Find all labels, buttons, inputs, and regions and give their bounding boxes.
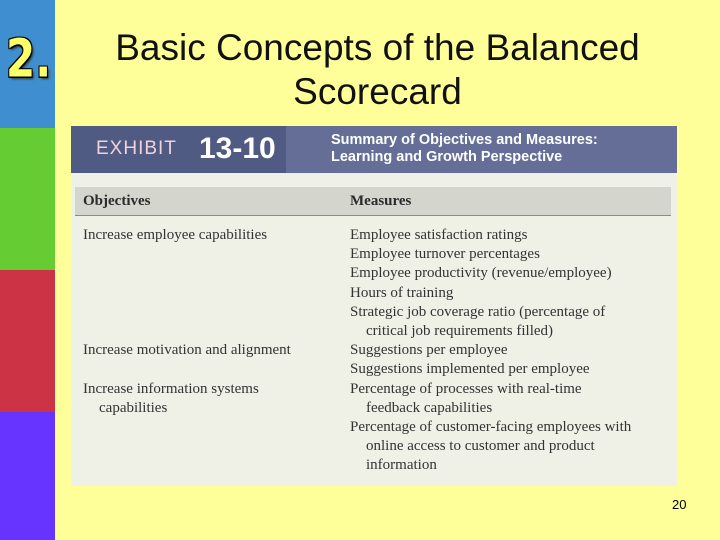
exhibit-subtitle-line-2: Learning and Growth Perspective	[331, 149, 563, 165]
measure-cell: Percentage of processes with real-time	[350, 380, 582, 397]
slide-title-line-2: Scorecard	[293, 71, 462, 112]
column-header-objectives: Objectives	[83, 193, 151, 209]
slide-title-line-1: Basic Concepts of the Balanced	[115, 27, 640, 68]
measure-cell-continuation: feedback capabilities	[366, 399, 493, 416]
measure-cell: Hours of training	[350, 284, 454, 301]
objective-cell: Increase information systems	[83, 380, 259, 397]
measure-cell: Suggestions implemented per employee	[350, 361, 590, 378]
page-number: 20	[672, 497, 687, 512]
stripe-green	[0, 128, 55, 270]
measures-column	[350, 226, 670, 476]
objective-cell: Increase motivation and alignment	[83, 342, 291, 359]
measure-cell: Percentage of customer-facing employees with	[350, 419, 632, 436]
exhibit-banner	[71, 126, 677, 173]
measure-cell-continuation: critical job requirements filled)	[366, 323, 554, 340]
measure-cell: Employee turnover percentages	[350, 246, 540, 263]
exhibit-number: 13-10	[199, 132, 276, 165]
measure-cell: Suggestions per employee	[350, 342, 508, 359]
column-header-measures: Measures	[350, 193, 412, 209]
exhibit-subtitle	[331, 132, 671, 166]
measure-cell: Employee satisfaction ratings	[350, 227, 528, 243]
measure-cell: Strategic job coverage ratio (percentage of	[350, 303, 606, 320]
exhibit-subtitle-line-1: Summary of Objectives and Measures:	[331, 132, 598, 148]
section-number: 2.	[6, 27, 52, 90]
exhibit-label-box	[71, 126, 286, 173]
stripe-red	[0, 270, 55, 412]
table-header	[75, 187, 671, 216]
stripe-purple	[0, 412, 55, 540]
measure-cell: Employee productivity (revenue/employee)	[350, 265, 612, 282]
objective-cell-continuation: capabilities	[99, 399, 168, 416]
objectives-column	[83, 226, 345, 418]
measure-cell-continuation: information	[366, 457, 437, 474]
exhibit-image	[71, 126, 677, 486]
slide-title	[75, 26, 680, 114]
objective-cell: Increase employee capabilities	[83, 227, 268, 243]
exhibit-label: EXHIBIT	[96, 138, 177, 159]
measure-cell-continuation: online access to customer and product	[366, 438, 595, 455]
